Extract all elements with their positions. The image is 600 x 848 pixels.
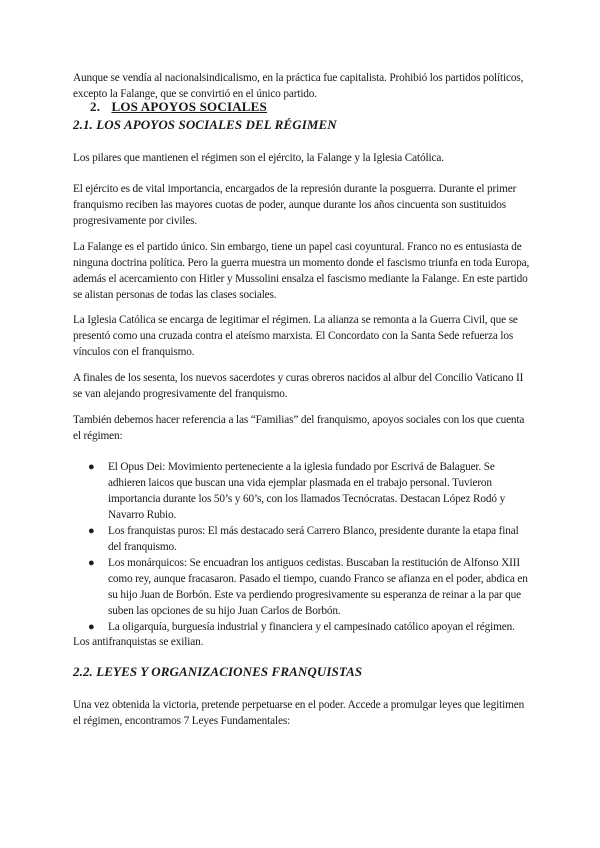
intro-paragraph: Aunque se vendía al nacionalsindicalismo, en la práctica fue capitalista. Prohibió los partidos políticos, excepto la Falange, que se convirtió en el único partido. bbox=[73, 72, 524, 100]
section-number: 2. bbox=[90, 99, 101, 114]
paragraph-pilares: Los pilares que mantienen el régimen son el ejército, la Falange y la Iglesia Católica. bbox=[73, 152, 444, 164]
section-heading bbox=[90, 99, 267, 115]
bullet-icon: ● bbox=[88, 621, 95, 633]
paragraph-falange: La Falange es el partido único. Sin embargo, tiene un papel casi coyuntural. Franco no es entusiasta de ninguna doctrina política. Pero la guerra muestra un momento donde el fascismo triunfa en toda Europa, además el acercamiento con Hitler y Mussolini ensalza el fascismo mediante la Falange. En este partido se alistan personas de todas las clases sociales. bbox=[73, 241, 530, 301]
list-item bbox=[73, 555, 533, 619]
list-item bbox=[73, 619, 533, 635]
list-item bbox=[73, 523, 533, 555]
bullet-icon: ● bbox=[88, 525, 95, 537]
paragraph-iglesia: La Iglesia Católica se encarga de legitimar el régimen. La alianza se remonta a la Guerra Civil, que se presentó como una cruzada contra el ateísmo marxista. El Concordato con la Santa Sede refuerza los vínculos con el franquismo. bbox=[73, 314, 518, 358]
paragraph-sacerdotes: A finales de los sesenta, los nuevos sacerdotes y curas obreros nacidos al albur del Concilio Vaticano II se van alejando progresivamente del franquismo. bbox=[73, 372, 524, 400]
bullet-icon: ● bbox=[88, 557, 95, 569]
bullet-icon: ● bbox=[88, 461, 95, 473]
paragraph-familias: También debemos hacer referencia a las “Familias” del franquismo, apoyos sociales con los que cuenta el régimen: bbox=[73, 414, 525, 442]
section-title: LOS APOYOS SOCIALES bbox=[111, 99, 267, 114]
familias-list bbox=[73, 459, 533, 635]
paragraph-ejercito: El ejército es de vital importancia, encargados de la represión durante la posguerra. Durante el primer franquismo reciben las mayores cuotas de poder, aunque durante los años cincuenta son sustituidos progresivamente por civiles. bbox=[73, 183, 517, 227]
list-item-text: Los monárquicos: Se encuadran los antiguos cedistas. Buscaban la restitución de Alfonso XIII como rey, aunque fracasaron. Pasado el tiempo, cuando Franco se afianza en el poder, abdica en su hijo Juan de Borbón. Este va perdiendo progresivamente su esperanza de reinar a la par que suben las opciones de su hijo Juan Carlos de Borbón. bbox=[108, 557, 528, 617]
subsection-21-title: 2.1. LOS APOYOS SOCIALES DEL RÉGIMEN bbox=[73, 117, 337, 132]
list-item-text: Los franquistas puros: El más destacado será Carrero Blanco, presidente durante la etapa final del franquismo. bbox=[108, 525, 519, 553]
list-item bbox=[73, 459, 533, 523]
list-item-text: El Opus Dei: Movimiento perteneciente a la iglesia fundado por Escrivá de Balaguer. Se adhieren laicos que buscan una vida ejemplar plasmada en el trabajo personal. Tuvieron importancia durante los 50’s y 60’s, con los llamados Tecnócratas. Destacan López Rodó y Navarro Rubio. bbox=[108, 461, 506, 521]
paragraph-antifranquistas: Los antifranquistas se exilian. bbox=[73, 636, 204, 648]
paragraph-leyes: Una vez obtenida la victoria, pretende perpetuarse en el poder. Accede a promulgar leyes que legitimen el régimen, encontramos 7 Leyes Fundamentales: bbox=[73, 699, 525, 727]
subsection-22-title: 2.2. LEYES Y ORGANIZACIONES FRANQUISTAS bbox=[73, 664, 363, 679]
list-item-text: La oligarquía, burguesía industrial y financiera y el campesinado católico apoyan el régimen. bbox=[108, 621, 515, 633]
